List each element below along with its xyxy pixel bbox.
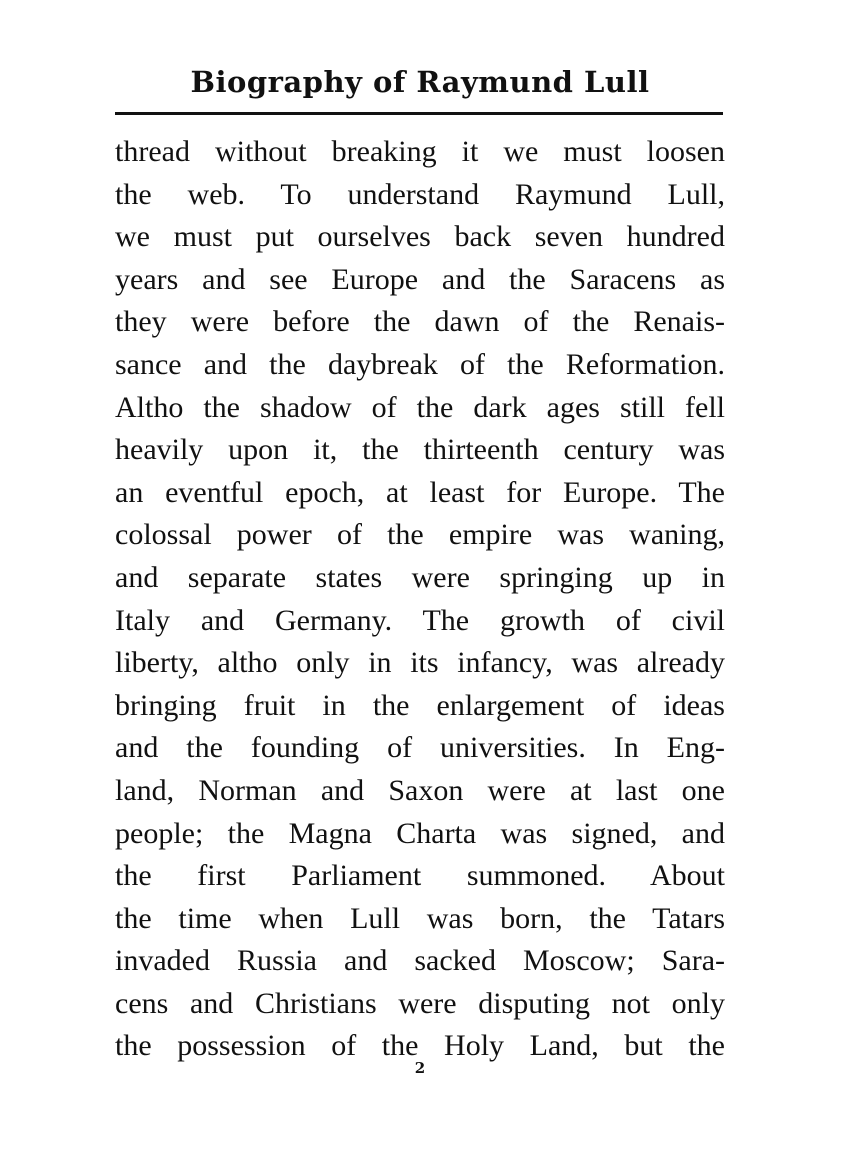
header-rule — [115, 112, 723, 115]
text-line: land, Norman and Saxon were at last one — [115, 773, 725, 807]
running-head-title: Biography of Raymund Lull — [190, 65, 650, 99]
text-line: liberty, altho only in its infancy, was already — [115, 646, 725, 680]
text-line: they were before the dawn of the Renais- — [115, 305, 725, 339]
text-line: the time when Lull was born, the Tatars — [115, 901, 725, 935]
text-line: Italy and Germany. The growth of civil — [115, 603, 725, 637]
text-line: heavily upon it, the thirteenth century was — [115, 433, 725, 467]
text-line: people; the Magna Charta was signed, and — [115, 816, 725, 850]
text-line: and the founding of universities. In Eng- — [115, 731, 725, 765]
text-line: the first Parliament summoned. About — [115, 859, 725, 893]
text-line: and separate states were springing up in — [115, 560, 725, 594]
text-line: years and see Europe and the Saracens as — [115, 262, 725, 296]
text-line: sance and the daybreak of the Reformation. — [115, 347, 725, 381]
text-line: an eventful epoch, at least for Europe. The — [115, 475, 725, 509]
text-line: thread without breaking it we must loosen — [115, 135, 725, 168]
text-line: the possession of the Holy Land, but the — [115, 1029, 725, 1063]
text-line: bringing fruit in the enlargement of ideas — [115, 688, 725, 722]
page-number: 2 — [414, 1059, 426, 1077]
text-line: the web. To understand Raymund Lull, — [115, 177, 725, 211]
text-line: Altho the shadow of the dark ages still fell — [115, 390, 725, 424]
text-line: cens and Christians were disputing not only — [115, 986, 725, 1020]
text-line: we must put ourselves back seven hundred — [115, 220, 725, 254]
body-text — [115, 131, 725, 1068]
text-line: invaded Russia and sacked Moscow; Sara- — [115, 944, 725, 978]
text-line: colossal power of the empire was waning, — [115, 518, 725, 552]
